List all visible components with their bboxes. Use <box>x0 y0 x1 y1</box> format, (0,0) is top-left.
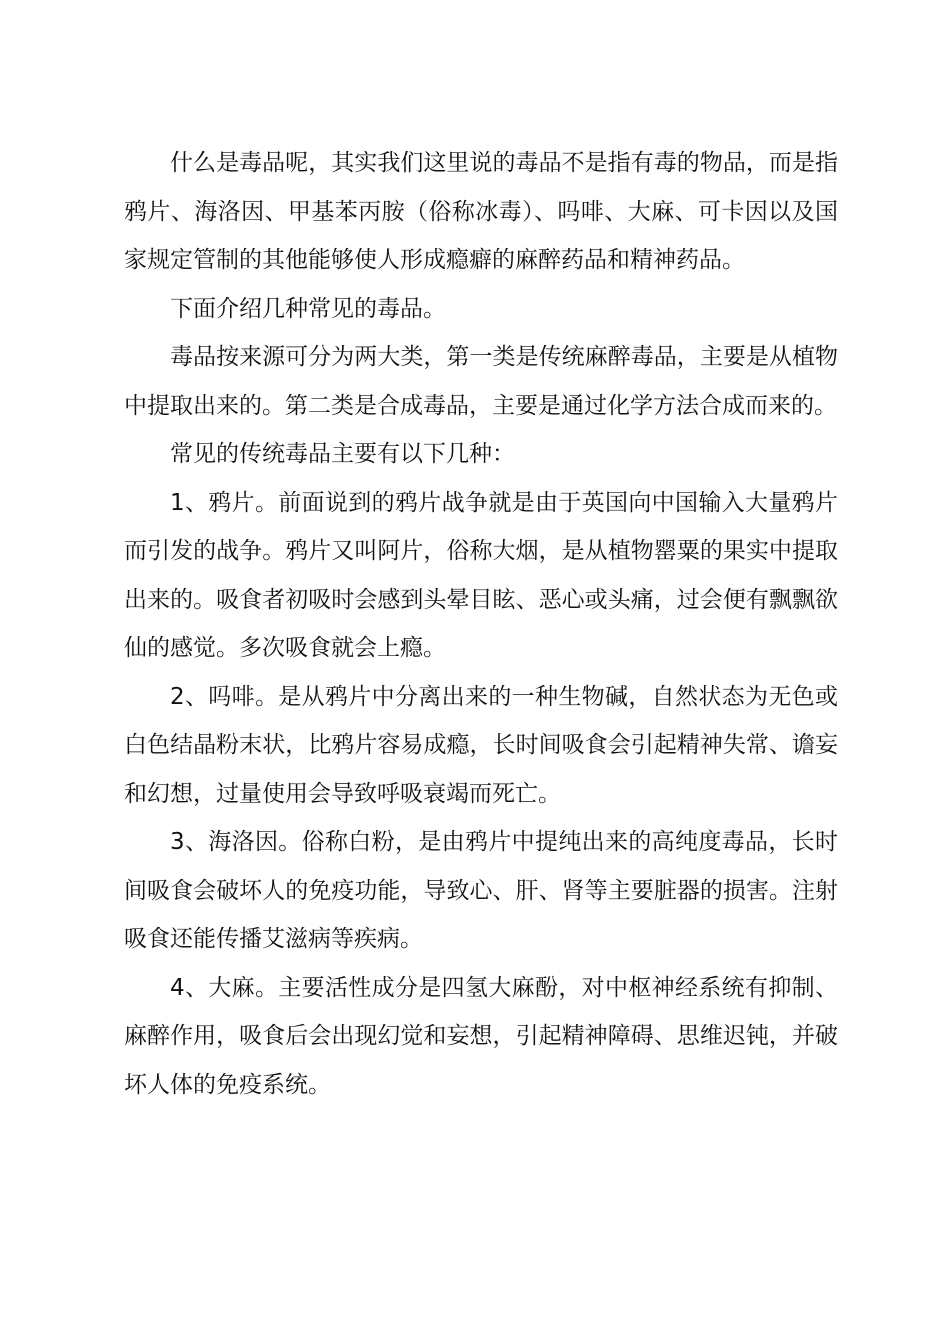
paragraph-morphine: 2、吗啡。是从鸦片中分离出来的一种生物碱，自然状态为无色或白色结晶粉末状，比鸦片容易成瘾，长时间吸食会引起精神失常、谵妄和幻想，过量使用会导致呼吸衰竭而死亡。 <box>124 683 838 807</box>
paragraph-intro: 下面介绍几种常见的毒品。 <box>170 295 446 322</box>
paragraph-definition: 什么是毒品呢，其实我们这里说的毒品不是指有毒的物品，而是指鸦片、海洛因、甲基苯丙胺（俗称冰毒）、吗啡、大麻、可卡因以及国家规定管制的其他能够使人形成瘾癖的麻醉药品和精神药品。 <box>124 150 838 273</box>
document-body <box>124 139 838 1109</box>
paragraph-categories: 毒品按来源可分为两大类，第一类是传统麻醉毒品，主要是从植物中提取出来的。第二类是合成毒品，主要是通过化学方法合成而来的。 <box>124 344 838 419</box>
paragraph-traditional-list-heading: 常见的传统毒品主要有以下几种： <box>170 441 515 467</box>
paragraph-opium: 1、鸦片。前面说到的鸦片战争就是由于英国向中国输入大量鸦片而引发的战争。鸦片又叫阿片，俗称大烟，是从植物罂粟的果实中提取出来的。吸食者初吸时会感到头晕目眩、恶心或头痛，过会便有飘飘欲仙的感觉。多次吸食就会上瘾。 <box>124 489 838 661</box>
paragraph-cannabis: 4、大麻。主要活性成分是四氢大麻酚，对中枢神经系统有抑制、麻醉作用，吸食后会出现幻觉和妄想，引起精神障碍、思维迟钝，并破坏人体的免疫系统。 <box>124 974 838 1098</box>
paragraph-heroin: 3、海洛因。俗称白粉，是由鸦片中提纯出来的高纯度毒品，长时间吸食会破坏人的免疫功能，导致心、肝、肾等主要脏器的损害。注射吸食还能传播艾滋病等疾病。 <box>124 829 838 952</box>
